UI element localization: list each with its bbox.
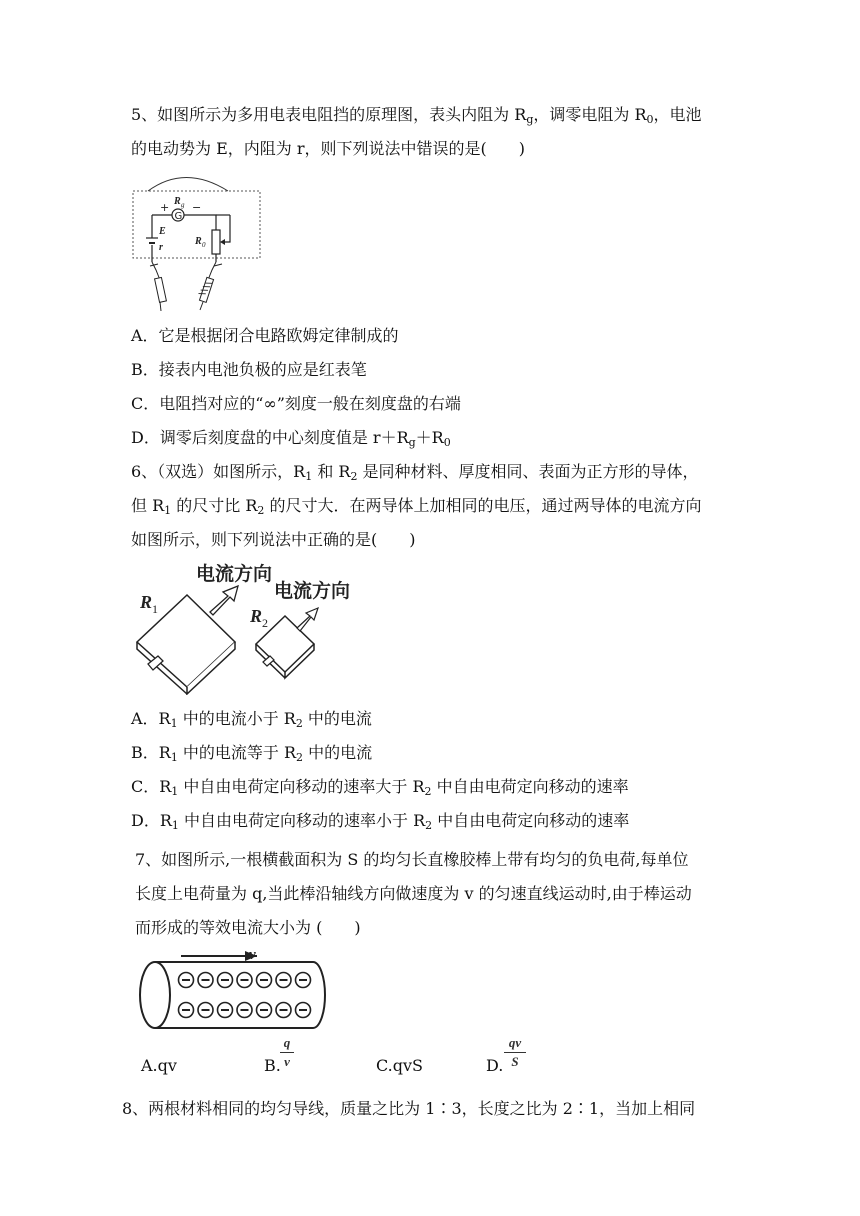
svg-text:E: E xyxy=(159,226,166,237)
svg-text:g: g xyxy=(181,201,185,209)
svg-text:r: r xyxy=(159,242,163,253)
svg-text:电流方向: 电流方向 xyxy=(274,580,351,602)
q5-option-b: B．接表内电池负极的应是红表笔 xyxy=(131,360,367,379)
q5-stem-line2: 的电动势为 E，内阻为 r，则下列说法中错误的是( ) xyxy=(131,139,525,158)
q6-stem-line3: 如图所示，则下列说法中正确的是( ) xyxy=(131,530,416,549)
q5-stem-line1: 5、如图所示为多用电表电阻挡的原理图，表头内阻为 $R_g$，调零电阻为 $R_0$，电池 xyxy=(131,105,702,126)
svg-text:G: G xyxy=(174,211,183,222)
svg-text:R: R xyxy=(195,236,202,247)
q7-option-b-fraction: q v xyxy=(280,1035,294,1070)
svg-text:+: + xyxy=(160,201,170,214)
svg-text:−: − xyxy=(192,201,202,214)
q6-option-a: A．$R_1$ 中的电流小于 $R_2$ 中的电流 xyxy=(131,709,372,730)
q7-option-a: A.qv xyxy=(141,1056,177,1075)
svg-text:电流方向: 电流方向 xyxy=(196,563,273,585)
q7-stem-line2: 长度上电荷量为 q,当此棒沿轴线方向做速度为 v 的匀速直线运动时,由于棒运动 xyxy=(135,884,692,903)
conductor-squares-figure xyxy=(130,560,370,695)
q7-option-d: D. xyxy=(486,1056,504,1075)
q7-option-d-fraction: qv S xyxy=(504,1035,526,1070)
q8-stem-line1: 8、两根材料相同的均匀导线，质量之比为 1∶3，长度之比为 2∶1，当加上相同 xyxy=(122,1099,696,1118)
q7-option-b: B. xyxy=(264,1056,281,1075)
svg-text:2: 2 xyxy=(262,616,268,630)
ohmmeter-circuit-figure xyxy=(130,170,270,312)
q7-stem-line3: 而形成的等效电流大小为 ( ) xyxy=(135,918,361,937)
svg-text:R: R xyxy=(140,592,153,612)
q5-option-c: C．电阻挡对应的“∞”刻度一般在刻度盘的右端 xyxy=(131,394,461,413)
svg-text:0: 0 xyxy=(202,241,206,249)
q7-option-c: C.qvS xyxy=(376,1056,423,1075)
negative-charges-group xyxy=(179,973,311,1018)
q6-stem-line1: 6、（双选）如图所示，$R_1$ 和 $R_2$ 是同种材料、厚度相同、表面为正方形的导体， xyxy=(131,462,699,483)
svg-text:v: v xyxy=(249,947,256,963)
svg-text:R: R xyxy=(250,606,263,626)
q6-stem-line2: 但 $R_1$ 的尺寸比 $R_2$ 的尺寸大．在两导体上加相同的电压，通过两导体的电流方向 xyxy=(131,496,702,517)
svg-text:R: R xyxy=(174,196,181,207)
q5-option-a: A．它是根据闭合电路欧姆定律制成的 xyxy=(131,326,399,345)
q6-option-c: C．$R_1$ 中自由电荷定向移动的速率大于 $R_2$ 中自由电荷定向移动的速率 xyxy=(131,777,629,798)
q6-option-d: D．$R_1$ 中自由电荷定向移动的速率小于 $R_2$ 中自由电荷定向移动的速率 xyxy=(131,811,630,832)
q6-option-b: B．$R_1$ 中的电流等于 $R_2$ 中的电流 xyxy=(131,743,373,764)
svg-text:1: 1 xyxy=(152,602,158,616)
q7-stem-line1: 7、如图所示,一根横截面积为 S 的均匀长直橡胶棒上带有均匀的负电荷,每单位 xyxy=(135,850,689,869)
charged-rod-figure xyxy=(133,942,333,1032)
q5-option-d: D．调零后刻度盘的中心刻度值是 $r+R_g+R_0$ xyxy=(131,428,451,449)
